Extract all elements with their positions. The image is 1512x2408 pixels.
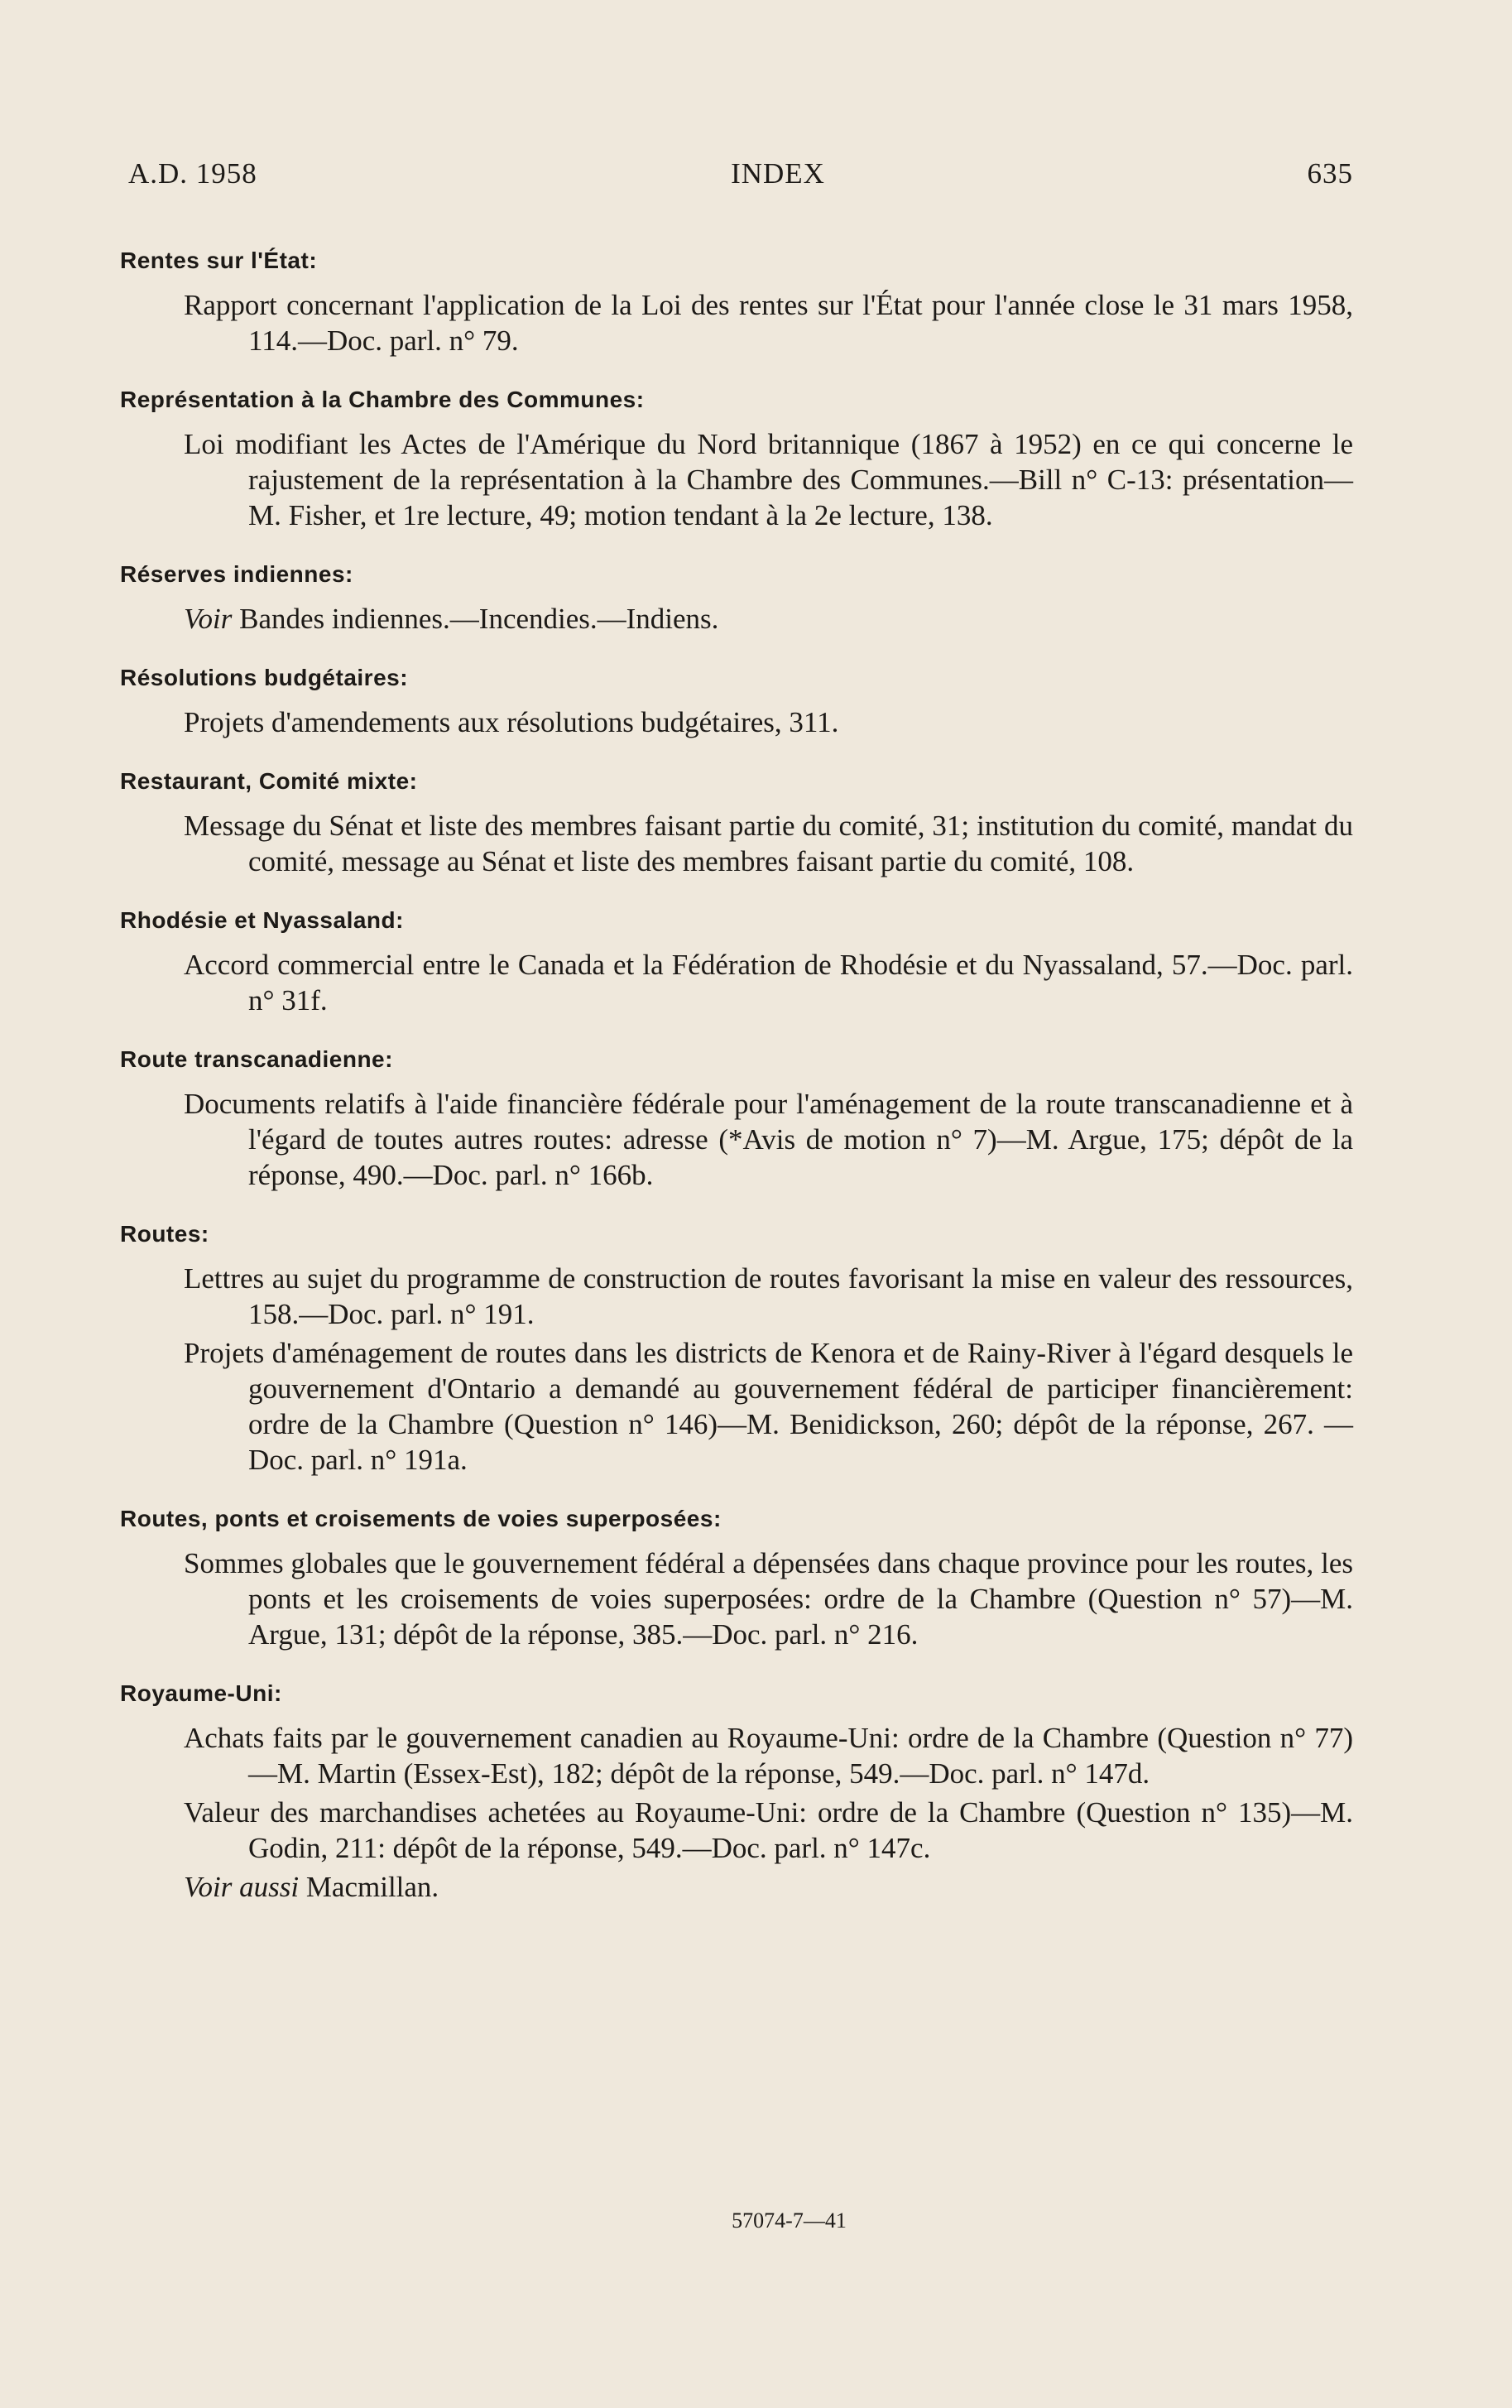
entry-heading: Représentation à la Chambre des Communes: [120, 387, 645, 412]
entry-item: Voir Bandes indiennes.—Incendies.—Indiens. [184, 603, 719, 635]
index-entry [120, 244, 1353, 358]
entry-heading: Routes, ponts et croisements de voies superposées: [120, 1506, 722, 1531]
header-year: A.D. 1958 [128, 157, 257, 190]
page-number: 635 [1307, 157, 1353, 190]
running-head [128, 157, 1353, 197]
entry-item: Sommes globales que le gouvernement fédéral a dépensées dans chaque province pour les routes, les ponts et les croisements de voies superposées: ordre de la Chambre (Question n° 57)—M. Argue, 131; dépôt de la réponse, 385.—Doc. parl. n° 216. [184, 1547, 1353, 1651]
entry-item: Documents relatifs à l'aide financière fédérale pour l'aménagement de la route transcanadienne et à l'égard de toutes autres routes: adresse (*Avis de motion n° 7)—M. Argue, 175; dépôt de la réponse, 490.—Doc. parl. n° 166b. [184, 1088, 1353, 1191]
index-entries [120, 244, 1353, 1930]
index-entry [120, 383, 1353, 533]
index-entry [120, 1677, 1353, 1905]
header-title: INDEX [731, 157, 825, 190]
entry-heading: Réserves indiennes: [120, 561, 353, 587]
entry-item: Loi modifiant les Actes de l'Amérique du Nord britannique (1867 à 1952) en ce qui concerne le rajustement de la représentation à la Chambre des Communes.—Bill n° C-13: présentation—M. Fisher, et 1re lecture, 49; motion tendant à la 2e lecture, 138. [184, 428, 1353, 531]
index-entry [120, 1043, 1353, 1193]
entry-item: Projets d'aménagement de routes dans les districts de Kenora et de Rainy-River à l'égard desquels le gouvernement d'Ontario a demandé au gouvernement fédéral de participer financièrement: ordre de la Chambre (Question n° 146)—M. Benidickson, 260; dépôt de la réponse, 267. —Doc. parl. n° 191a. [184, 1337, 1353, 1476]
index-entry [120, 765, 1353, 879]
index-entry [120, 904, 1353, 1018]
index-entry [120, 1218, 1353, 1478]
entry-item: Message du Sénat et liste des membres faisant partie du comité, 31; institution du comité, mandat du comité, message au Sénat et liste des membres faisant partie du comité, 108. [184, 810, 1353, 877]
entry-item: Projets d'amendements aux résolutions budgétaires, 311. [184, 706, 839, 738]
entry-item: Achats faits par le gouvernement canadien au Royaume-Uni: ordre de la Chambre (Question n° 77)—M. Martin (Essex-Est), 182; dépôt de la réponse, 549.—Doc. parl. n° 147d. [184, 1722, 1353, 1790]
entry-heading: Route transcanadienne: [120, 1046, 393, 1072]
printer-code: 57074-7—41 [732, 2209, 847, 2233]
entry-item: Rapport concernant l'application de la Loi des rentes sur l'État pour l'année close le 31 mars 1958, 114.—Doc. parl. n° 79. [184, 289, 1353, 357]
entry-heading: Rhodésie et Nyassaland: [120, 907, 404, 933]
index-entry [120, 661, 1353, 740]
index-entry [120, 558, 1353, 637]
entry-heading: Routes: [120, 1221, 209, 1247]
entry-item: Voir aussi Macmillan. [184, 1871, 439, 1903]
entry-item: Valeur des marchandises achetées au Royaume-Uni: ordre de la Chambre (Question n° 135)—M. Godin, 211: dépôt de la réponse, 549.—Doc. parl. n° 147c. [184, 1796, 1353, 1864]
entry-heading: Résolutions budgétaires: [120, 665, 409, 690]
entry-heading: Restaurant, Comité mixte: [120, 768, 418, 794]
entry-item: Lettres au sujet du programme de construction de routes favorisant la mise en valeur des ressources, 158.—Doc. parl. n° 191. [184, 1262, 1353, 1330]
index-entry [120, 1502, 1353, 1652]
entry-item: Accord commercial entre le Canada et la Fédération de Rhodésie et du Nyassaland, 57.—Doc. parl. n° 31f. [184, 949, 1353, 1017]
entry-heading: Royaume-Uni: [120, 1680, 282, 1706]
entry-heading: Rentes sur l'État: [120, 248, 318, 273]
